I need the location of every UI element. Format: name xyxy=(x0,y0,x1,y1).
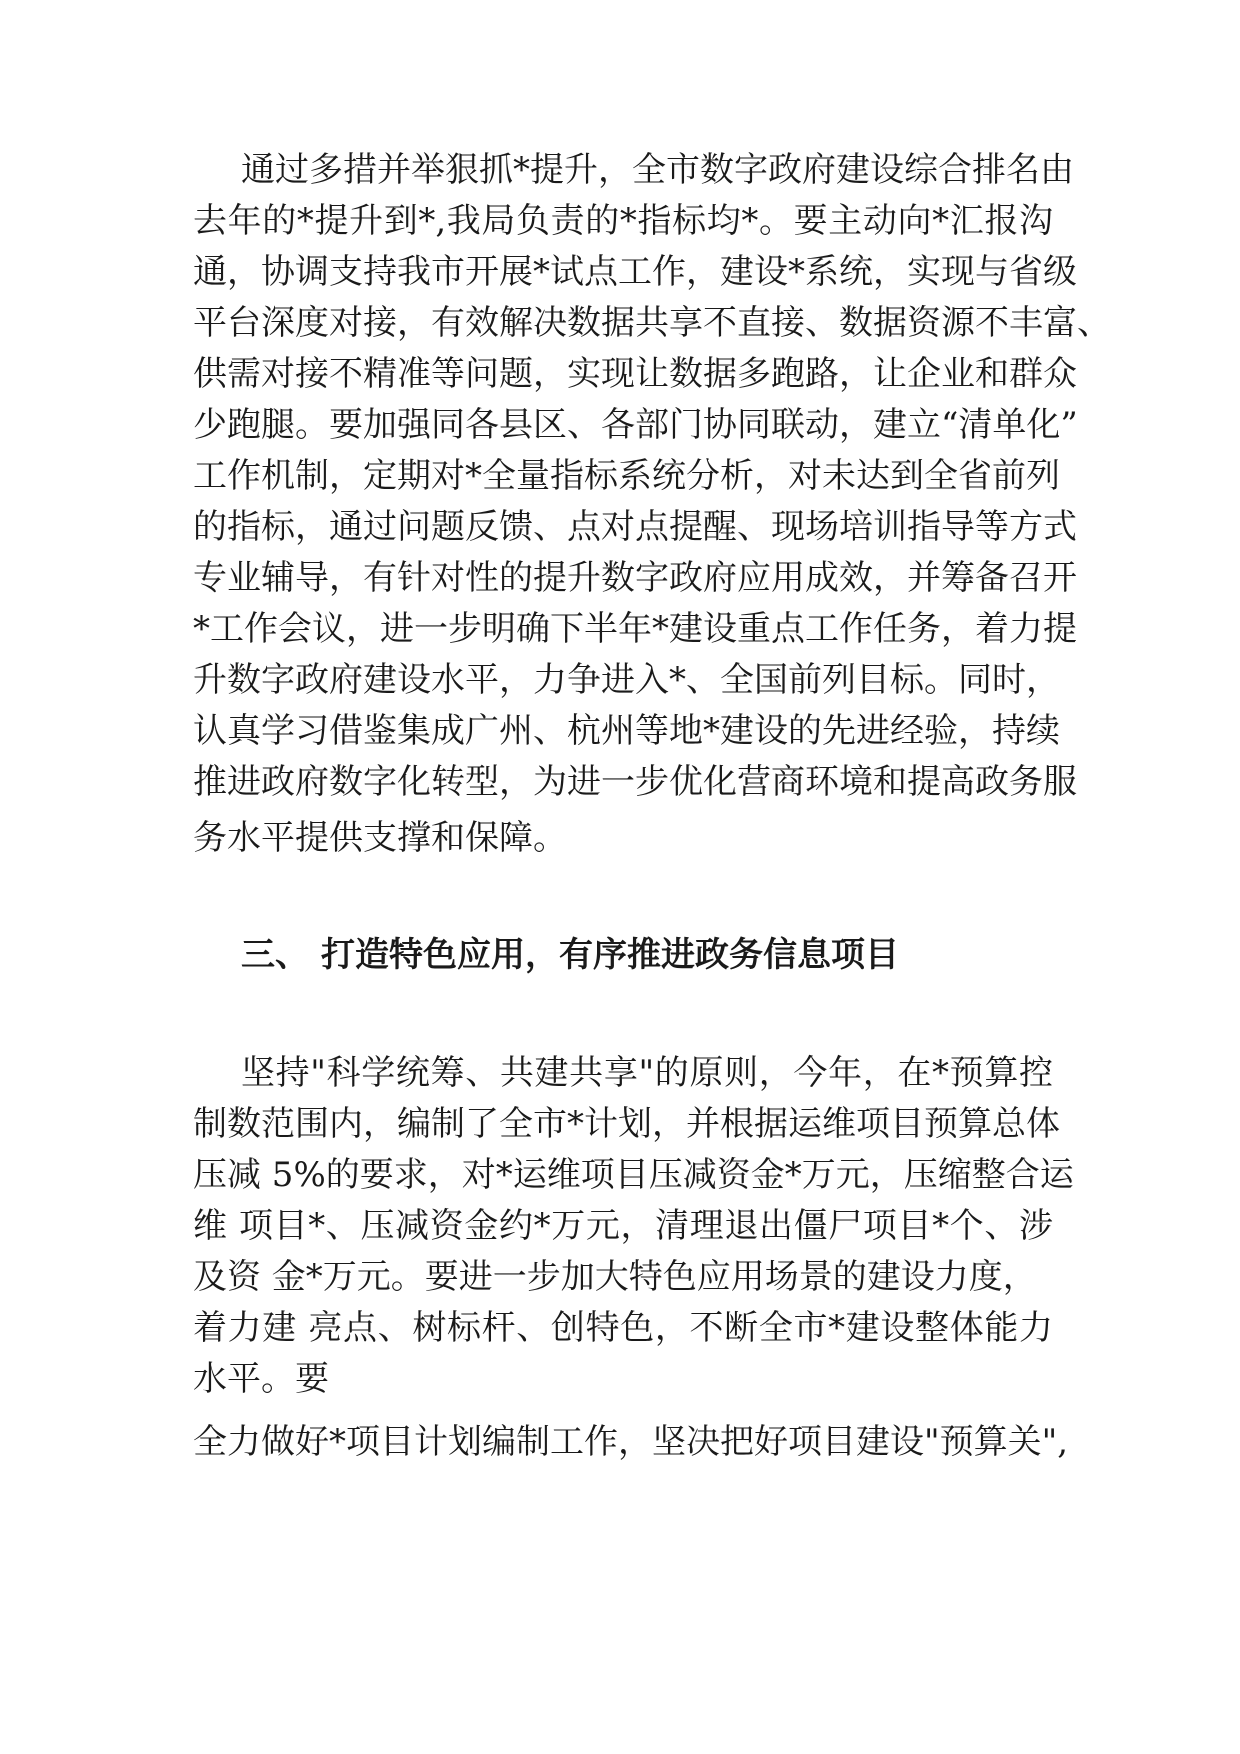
paragraph2-line-5: 及资 金*万元。要进一步加大特色应用场景的建设力度， xyxy=(193,1257,1037,1297)
section-title: 打造特色应用，有序推进政务信息项目 xyxy=(321,935,899,975)
paragraph1-line-3: 通，协调支持我市开展*试点工作，建设*系统，实现与省级 xyxy=(193,252,1077,292)
paragraph2-line-7: 水平。要 xyxy=(193,1359,329,1399)
paragraph1-line-13: 推进政府数字化转型，为进一步优化营商环境和提高政务服 xyxy=(193,762,1077,802)
paragraph2-line-1: 坚持"科学统筹、共建共享"的原则，今年，在*预算控 xyxy=(241,1053,1053,1093)
paragraph2-line-6: 着力建 亮点、树标杆、创特色，不断全市*建设整体能力 xyxy=(193,1308,1053,1348)
paragraph1-line-1: 通过多措并举狠抓*提升，全市数字政府建设综合排名由 xyxy=(241,150,1074,190)
paragraph2-line-4: 维 项目*、压减资金约*万元，清理退出僵尸项目*个、涉 xyxy=(193,1206,1053,1246)
paragraph1-line-9: 专业辅导，有针对性的提升数字政府应用成效，并筹备召开 xyxy=(193,558,1077,598)
paragraph1-line-8: 的指标，通过问题反馈、点对点提醒、现场培训指导等方式 xyxy=(193,507,1077,547)
section-number: 三、 xyxy=(241,935,309,975)
paragraph2-line-2: 制数范围内，编制了全市*计划，并根据运维项目预算总体 xyxy=(193,1104,1060,1144)
paragraph1-line-14: 务水平提供支撑和保障。 xyxy=(193,818,567,858)
paragraph1-line-2: 去年的*提升到*,我局负责的*指标均*。要主动向*汇报沟 xyxy=(193,201,1053,241)
paragraph1-line-10: *工作会议，进一步明确下半年*建设重点工作任务，着力提 xyxy=(193,609,1077,649)
section-heading xyxy=(241,935,1053,975)
paragraph3-line-1: 全力做好*项目计划编制工作，坚决把好项目建设"预算关", xyxy=(193,1422,1069,1462)
paragraph1-line-4: 平台深度对接，有效解决数据共享不直接、数据资源不丰富、 xyxy=(193,303,1111,343)
paragraph1-line-5: 供需对接不精准等问题，实现让数据多跑路，让企业和群众 xyxy=(193,354,1077,394)
paragraph1-line-11: 升数字政府建设水平，力争进入*、全国前列目标。同时， xyxy=(193,660,1060,700)
paragraph1-line-6: 少跑腿。要加强同各县区、各部门协同联动，建立“清单化” xyxy=(193,405,1078,445)
paragraph1-line-12: 认真学习借鉴集成广州、杭州等地*建设的先进经验，持续 xyxy=(193,711,1060,751)
paragraph1-line-7: 工作机制，定期对*全量指标系统分析，对未达到全省前列 xyxy=(193,456,1060,496)
paragraph2-line-3: 压减 5%的要求，对*运维项目压减资金*万元，压缩整合运 xyxy=(193,1155,1074,1195)
